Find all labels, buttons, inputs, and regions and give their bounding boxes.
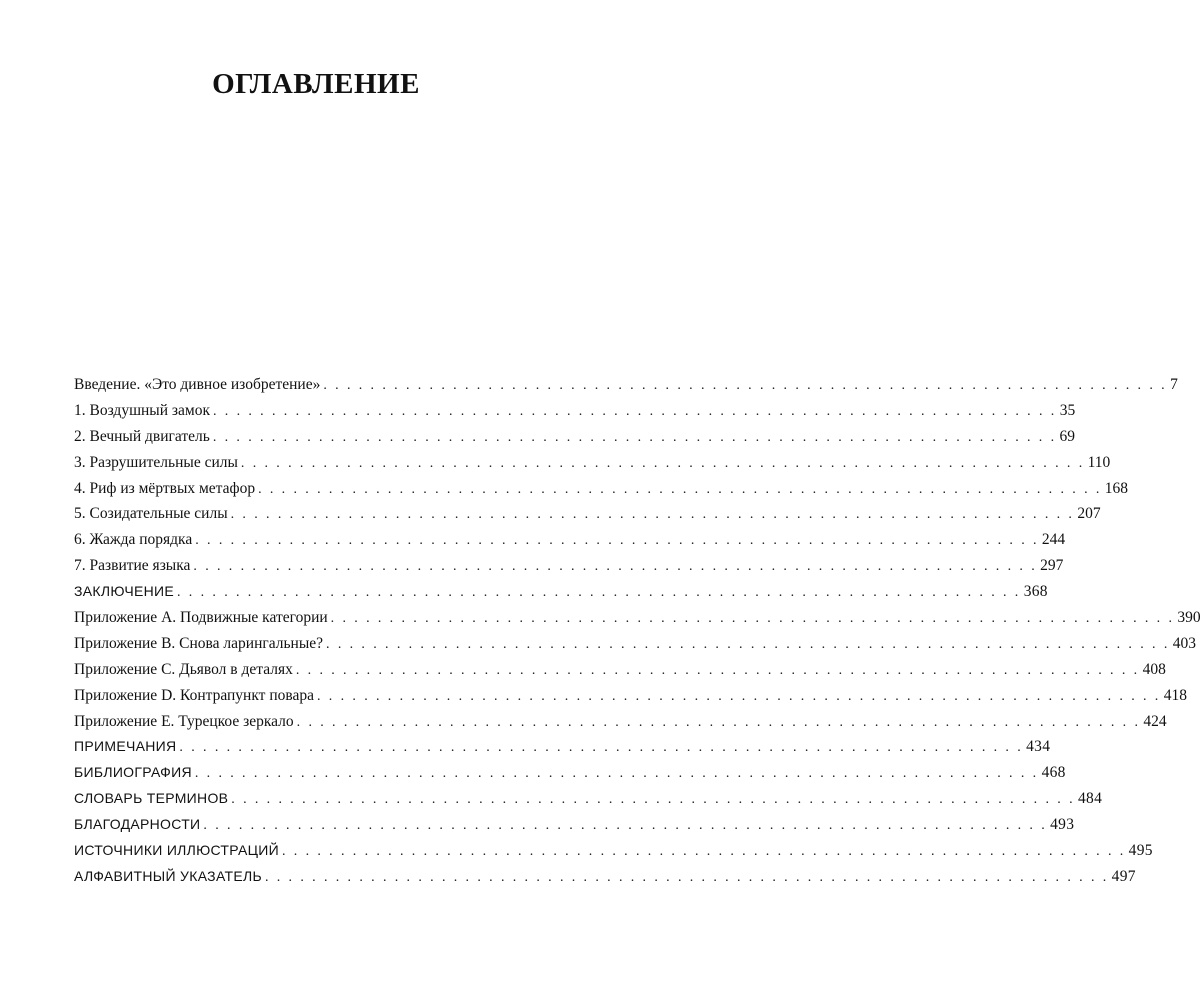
- toc-dot-leader: . . . . . . . . . . . . . . . . . . . . . . . . . . . . . . . . . . . . . . . . . . . . . . . . . . . . . . . . . . . . . . . . . . . . . . . .: [281, 844, 1126, 860]
- toc-entry-page-number: 408: [1142, 660, 1166, 678]
- toc-entry-page-number: 493: [1050, 816, 1075, 834]
- toc-entry-page-number: 434: [1026, 738, 1051, 756]
- toc-entry-label: 2. Вечный двигатель: [74, 427, 210, 445]
- toc-entry-label: АЛФАВИТНЫЙ УКАЗАТЕЛЬ: [74, 867, 262, 884]
- toc-entry[interactable]: [74, 734, 1051, 760]
- toc-entry-page-number: 244: [1041, 531, 1066, 549]
- toc-entry-page-number: 484: [1077, 790, 1103, 808]
- toc-dot-leader: . . . . . . . . . . . . . . . . . . . . . . . . . . . . . . . . . . . . . . . . . . . . . . . . . . . . . . . . . . . . . . . . . . . . . . . .: [193, 559, 1038, 575]
- toc-entry-page-number: 424: [1143, 712, 1167, 730]
- toc-entry-label: 6. Жажда порядка: [74, 531, 193, 549]
- toc-entry[interactable]: [74, 605, 1201, 631]
- toc-entry-page-number: 207: [1077, 505, 1101, 523]
- toc-entry-page-number: 35: [1059, 401, 1076, 419]
- toc-entry-label: 3. Разрушительные силы: [74, 453, 238, 471]
- toc-entry[interactable]: [74, 864, 1136, 890]
- toc-entry-label: Приложение E. Турецкое зеркало: [74, 712, 294, 730]
- toc-entry-page-number: 468: [1041, 764, 1066, 782]
- toc-entry-page-number: 69: [1059, 427, 1076, 445]
- toc-entry-label: 5. Созидательные силы: [74, 505, 228, 523]
- toc-entry[interactable]: [74, 657, 1166, 683]
- toc-entry[interactable]: [74, 501, 1101, 527]
- toc-entry[interactable]: [74, 631, 1196, 657]
- toc-entry-page-number: 495: [1128, 842, 1153, 860]
- toc-entry-label: Приложение C. Дьявол в деталях: [74, 660, 293, 678]
- toc-entry[interactable]: [74, 476, 1129, 502]
- toc-dot-leader: . . . . . . . . . . . . . . . . . . . . . . . . . . . . . . . . . . . . . . . . . . . . . . . . . . . . . . . . . . . . . . . . . . . . . . . .: [231, 792, 1075, 808]
- toc-dot-leader: . . . . . . . . . . . . . . . . . . . . . . . . . . . . . . . . . . . . . . . . . . . . . . . . . . . . . . . . . . . . . . . . . . . . . . . .: [240, 455, 1085, 471]
- page-title: ОГЛАВЛЕНИЕ: [212, 68, 420, 100]
- table-of-contents: [74, 372, 1201, 890]
- toc-dot-leader: . . . . . . . . . . . . . . . . . . . . . . . . . . . . . . . . . . . . . . . . . . . . . . . . . . . . . . . . . . . . . . . . . . . . . . . .: [330, 611, 1175, 627]
- toc-entry-page-number: 390: [1177, 609, 1201, 627]
- toc-entry-label: БИБЛИОГРАФИЯ: [74, 764, 192, 781]
- toc-entry-page-number: 418: [1163, 686, 1187, 704]
- toc-entry-page-number: 297: [1040, 557, 1064, 575]
- toc-entry-label: ИСТОЧНИКИ ИЛЛЮСТРАЦИЙ: [74, 842, 279, 859]
- toc-dot-leader: . . . . . . . . . . . . . . . . . . . . . . . . . . . . . . . . . . . . . . . . . . . . . . . . . . . . . . . . . . . . . . . . . . . . . . . .: [230, 507, 1075, 523]
- toc-dot-leader: . . . . . . . . . . . . . . . . . . . . . . . . . . . . . . . . . . . . . . . . . . . . . . . . . . . . . . . . . . . . . . . . . . . . . . . .: [326, 636, 1170, 652]
- toc-entry[interactable]: [74, 709, 1167, 735]
- toc-entry[interactable]: [74, 760, 1066, 786]
- toc-entry-page-number: 403: [1172, 634, 1196, 652]
- toc-entry-label: Приложение D. Контрапункт повара: [74, 686, 314, 704]
- toc-entry-page-number: 110: [1087, 453, 1111, 471]
- toc-entry-page-number: 368: [1023, 583, 1048, 601]
- toc-dot-leader: . . . . . . . . . . . . . . . . . . . . . . . . . . . . . . . . . . . . . . . . . . . . . . . . . . . . . . . . . . . . . . . . . . . . . . . .: [258, 481, 1102, 497]
- toc-entry-page-number: 7: [1170, 376, 1178, 393]
- toc-entry-label: Приложение B. Снова ларингальные?: [74, 634, 324, 652]
- toc-entry-label: Введение. «Это дивное изобретение»: [74, 376, 321, 393]
- toc-entry-page-number: 497: [1111, 867, 1136, 885]
- toc-entry[interactable]: [74, 579, 1048, 605]
- toc-entry-label: 4. Риф из мёртвых метафор: [74, 479, 256, 497]
- toc-dot-leader: . . . . . . . . . . . . . . . . . . . . . . . . . . . . . . . . . . . . . . . . . . . . . . . . . . . . . . . . . . . . . . . . . . . . . . . .: [212, 429, 1057, 445]
- toc-dot-leader: . . . . . . . . . . . . . . . . . . . . . . . . . . . . . . . . . . . . . . . . . . . . . . . . . . . . . . . . . . . . . . . . . . . . . . . .: [264, 869, 1109, 885]
- toc-dot-leader: . . . . . . . . . . . . . . . . . . . . . . . . . . . . . . . . . . . . . . . . . . . . . . . . . . . . . . . . . . . . . . . . . . . . . . . .: [203, 818, 1048, 834]
- toc-dot-leader: . . . . . . . . . . . . . . . . . . . . . . . . . . . . . . . . . . . . . . . . . . . . . . . . . . . . . . . . . . . . . . . . . . . . . . . .: [323, 378, 1168, 393]
- toc-entry-label: СЛОВАРЬ ТЕРМИНОВ: [74, 790, 229, 807]
- toc-entry[interactable]: [74, 372, 1178, 398]
- toc-entry[interactable]: [74, 424, 1076, 450]
- toc-entry-label: БЛАГОДАРНОСТИ: [74, 816, 201, 833]
- toc-dot-leader: . . . . . . . . . . . . . . . . . . . . . . . . . . . . . . . . . . . . . . . . . . . . . . . . . . . . . . . . . . . . . . . . . . . . . . . .: [194, 766, 1039, 782]
- toc-dot-leader: . . . . . . . . . . . . . . . . . . . . . . . . . . . . . . . . . . . . . . . . . . . . . . . . . . . . . . . . . . . . . . . . . . . . . . . .: [179, 740, 1024, 756]
- toc-entry[interactable]: [74, 838, 1153, 864]
- toc-entry-label: ПРИМЕЧАНИЯ: [74, 738, 177, 755]
- toc-entry-label: 1. Воздушный замок: [74, 401, 210, 419]
- toc-entry-page-number: 168: [1104, 479, 1129, 497]
- toc-dot-leader: . . . . . . . . . . . . . . . . . . . . . . . . . . . . . . . . . . . . . . . . . . . . . . . . . . . . . . . . . . . . . . . . . . . . . . . .: [296, 714, 1141, 730]
- toc-entry-label: 7. Развитие языка: [74, 557, 191, 575]
- toc-entry[interactable]: [74, 450, 1111, 476]
- toc-entry-label: ЗАКЛЮЧЕНИЕ: [74, 583, 174, 600]
- toc-dot-leader: . . . . . . . . . . . . . . . . . . . . . . . . . . . . . . . . . . . . . . . . . . . . . . . . . . . . . . . . . . . . . . . . . . . . . . . .: [177, 585, 1021, 601]
- toc-dot-leader: . . . . . . . . . . . . . . . . . . . . . . . . . . . . . . . . . . . . . . . . . . . . . . . . . . . . . . . . . . . . . . . . . . . . . . . .: [317, 688, 1161, 704]
- toc-dot-leader: . . . . . . . . . . . . . . . . . . . . . . . . . . . . . . . . . . . . . . . . . . . . . . . . . . . . . . . . . . . . . . . . . . . . . . . .: [212, 403, 1057, 419]
- toc-dot-leader: . . . . . . . . . . . . . . . . . . . . . . . . . . . . . . . . . . . . . . . . . . . . . . . . . . . . . . . . . . . . . . . . . . . . . . . .: [195, 533, 1039, 549]
- toc-entry-label: Приложение A. Подвижные категории: [74, 609, 328, 627]
- toc-entry[interactable]: [74, 683, 1187, 709]
- toc-entry[interactable]: [74, 527, 1066, 553]
- toc-entry[interactable]: [74, 398, 1076, 424]
- toc-entry[interactable]: [74, 812, 1075, 838]
- toc-entry[interactable]: [74, 553, 1064, 579]
- toc-entry[interactable]: [74, 786, 1103, 812]
- toc-dot-leader: . . . . . . . . . . . . . . . . . . . . . . . . . . . . . . . . . . . . . . . . . . . . . . . . . . . . . . . . . . . . . . . . . . . . . . . .: [295, 662, 1140, 678]
